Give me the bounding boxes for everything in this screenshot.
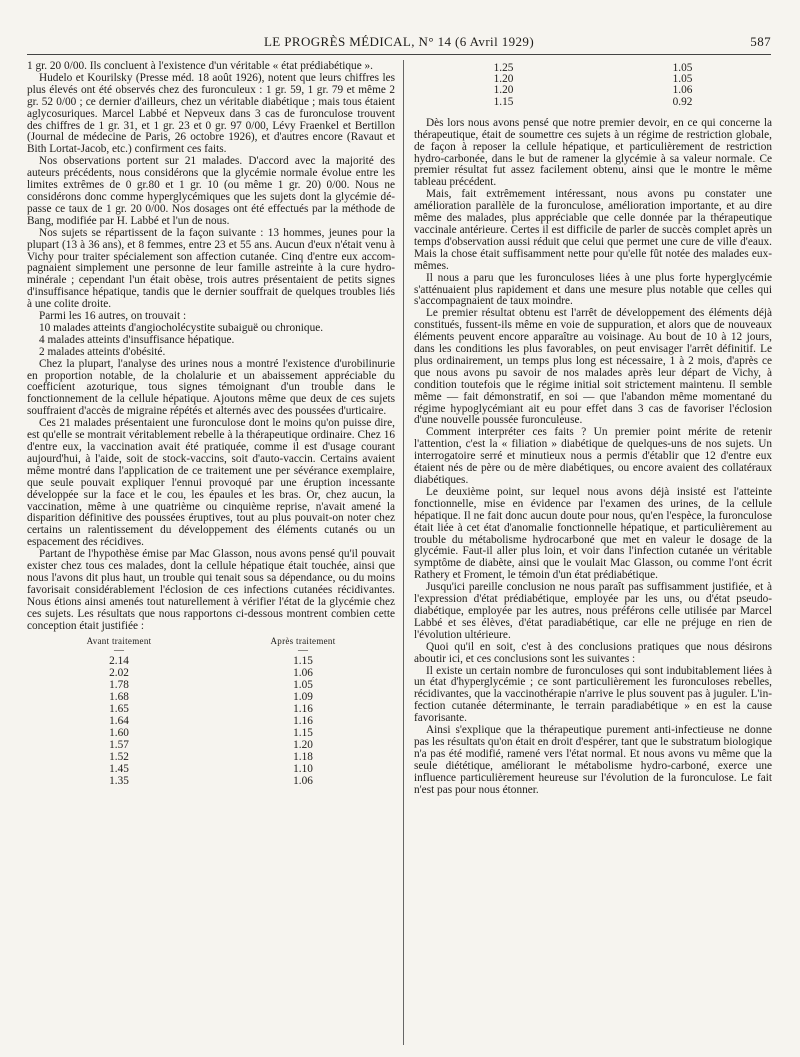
table-cell-after: 1.16 (293, 703, 313, 716)
table-row (27, 691, 395, 703)
glycemia-table (27, 636, 395, 788)
table-cell-after: 1.05 (672, 62, 693, 74)
column-header-after: Après traitement (270, 635, 336, 646)
table-row (27, 715, 395, 727)
table-header (27, 636, 395, 648)
dash-after: — (298, 645, 308, 657)
dash-before: — (114, 645, 124, 657)
paragraph: Ces 21 malades présentaient une furonculose dont le moins qu'on puisse dire, est qu'elle se montrait véritablement rebelle à la thérapeutique ordinaire. Chez 16 d'entre eux, la vaccination avait été pratiquée, comme il est d'usage courant aujourd'hui, à l'aide, soit de stock-vaccins, soit d'auto-vaccin. Certains avaient même montré dans l'application de ce traitement une per sévérance exemplaire, que seule pouvait expliquer l'ennui provoqué par une éruption incessante développée sur la face et le cou, les épaules et les bras. Or, chez aucun, la vaccination, même à une quatrième ou cinquième reprise, n'avait amené la disparition définitive des poussées éruptives, tout au plus pouvait-on noter chez certains un ralentissement du développement des éléments cutanés ou un espacement des récidives. (27, 417, 395, 549)
table-cell-before: 1.68 (109, 691, 129, 704)
table-cell-after: 1.10 (293, 763, 313, 776)
glycemia-table-continued (414, 63, 772, 108)
column-divider (403, 60, 404, 1045)
table-cell-before: 1.78 (109, 679, 129, 692)
paragraph: Dès lors nous avons pensé que notre premier devoir, en ce qui concerne la thérapeutique, était de soumettre ces sujets à un régime de restriction globale, de façon à reposer la cellule hépatique, et particulièrement de restriction hydro-carbonée, dans le but de ramener la glycémie à sa valeur normale. Ce premier résultat fut assez facilement obtenu, ainsi que le montre le même tableau précédent. (414, 116, 772, 189)
table-cell-after: 1.05 (293, 679, 313, 692)
table-cell-after: 1.09 (293, 691, 313, 704)
paragraph: Mais, fait extrêmement intéressant, nous avons pu constater une amélioration parallèle de la furonculose, amélioration importante, et au dire même des malades, plus appréciable que celle donnée par la thérapeutique vaccinale antérieure. Certes il est difficile de parler de succès complet après un temps d'observation aussi réduit que celui que permet une cure de ville d'eaux. Mais la chose était suffisamment nette pour qu'elle fût notée des malades eux-mêmes. (414, 188, 772, 272)
table-row (414, 97, 772, 108)
list-item: 2 malades atteints d'obésité. (39, 345, 166, 358)
table-cell-before: 1.57 (109, 739, 129, 752)
table-row (27, 739, 395, 751)
paragraph: Comment interpréter ces faits ? Un premier point mérite de retenir l'attention, c'est la « filiation » diabétique de quelques-uns de nos sujets. Un interrogatoire serré et minutieux nous a permis d'établir que 12 d'entre eux étaient nés de père ou de mère diabétiques, ou encore avaient des collatéraux diabétiques. (414, 426, 772, 486)
table-row (27, 703, 395, 715)
paragraph: Il nous a paru que les furonculoses liées à une plus forte hyperglycémie s'atténuaient plus rapidement et dans une mesure plus notable que celles qui s'accompagnaient de taux moindre. (414, 271, 772, 308)
table-cell-after: 1.20 (293, 739, 313, 752)
page-number: 587 (750, 34, 771, 49)
paragraph: Parmi les 16 autres, on trouvait : (39, 310, 187, 323)
table-cell-before: 1.60 (109, 727, 129, 740)
table-cell-after: 1.15 (293, 727, 313, 740)
table-row (414, 85, 772, 96)
table-row (27, 667, 395, 679)
paragraph: Jusqu'ici pareille conclusion ne nous paraît pas suffisamment justifiée, et à l'expression d'état prédiabétique, employée par les uns, ou d'état pseudo-diabétique, employée par les autres, nous préférons celle utilisée par Marcel Labbé et ses élèves, d'état paradiabétique, car elle ne préjuge en rien de l'évolution ultérieure. (414, 581, 772, 641)
paragraph: Chez la plupart, l'analyse des urines nous a montré l'existence d'urobilinurie en proportion notable, de la cholalurie et un abaissement appréciable du coefficient azoturique, tous signes témoignant d'un trouble dans le fonctionnement de la cellule hépatique. Ajoutons même que deux de ces sujets souffraient d'accès de migraine répétés et alternés avec des poussées d'urticaire. (27, 357, 395, 418)
running-header (27, 34, 771, 52)
table-cell-after: 1.05 (672, 73, 693, 86)
table-row (27, 727, 395, 739)
table-row (414, 63, 772, 74)
paragraph: Ainsi s'explique que la thérapeutique purement anti-infectieuse ne donne pas les résultats qu'on était en droit d'espérer, tant que le substratum biologique n'a pas été modifié, ramené vers l'état normal. Et nous avons vu même que la seule diététique, améliorant le métabolisme hydro-carboné, exerce une influence particulièrement heureuse sur l'évolution de la furonculose. Le fait n'est pas pour nous étonner. (414, 724, 772, 796)
table-cell-after: 0.92 (672, 95, 693, 108)
table-cell-after: 1.16 (293, 715, 313, 728)
right-column (414, 63, 772, 796)
paragraph: Quoi qu'il en soit, c'est à des conclusions pratiques que nous désirons aboutir ici, et ces conclusions sont les suivantes : (414, 640, 772, 665)
table-cell-before: 1.52 (109, 751, 129, 764)
paragraph: Il existe un certain nombre de furonculoses qui sont indubitablement liées à un état d'hyperglycémie ; ce sont particulièrement les furonculoses rebelles, récidivantes, que la vaccinothérapie n'arrive le plus souvent pas à juguler. L'infection cutanée déterminante, le terrain paradiabétique » en est la cause favorisante. (414, 664, 772, 725)
paragraph: Nos observations portent sur 21 malades. D'accord avec la majorité des auteurs précédents, nous considérons que la glycémie normale évolue entre les limites extrêmes de 0 gr.80 et 1 gr. 10 (ou même 1 gr. 20) 0/00. Nous ne considérons donc comme hyperglycémiques que les sujets dont la glycémie dépasse ce taux de 1 gr. 20 0/00. Nos dosages ont été effectués par la méthode de Bang, modifiée par H. Labbé et l'un de nous. (27, 155, 395, 227)
table-cell-before: 1.35 (109, 775, 129, 788)
paragraph: Hudelo et Kourilsky (Presse méd. 18 août 1926), notent que leurs chiffres les plus élevés ont été observés chez des furonculeux : 1 gr. 59, 1 gr. 79 et même 2 gr. 52 0/00 ; ce dernier d'ailleurs, chez un véritable diabétique ; mais tous étaient aglycosuriques. Marcel Labbé et Nepveux dans 3 cas de furonculose trouvent des chiffres de 1 gr. 31, et 1 gr. 23 et 0 gr. 97 0/00, Lévy Fraenkel et Bertillon (Journal de médecine de Paris, 26 octobre 1926), et d'autres encore (Ravaut et Bith Lortat-Jacob, etc.) confirment ces faits. (27, 71, 395, 156)
table-cell-after: 1.18 (293, 751, 313, 764)
table-cell-before: 1.20 (493, 73, 514, 86)
table-cell-before: 2.02 (109, 667, 129, 680)
table-cell-before: 1.45 (109, 763, 129, 776)
table-cell-after: 1.15 (293, 655, 313, 668)
table-cell-after: 1.06 (293, 775, 313, 788)
header-rule (27, 54, 771, 55)
table-row (27, 763, 395, 775)
table-body (27, 655, 395, 787)
list-item: 10 malades atteints d'angiocholécystite subaiguë ou chronique. (39, 321, 324, 334)
paragraph: Nos sujets se répartissent de la façon suivante : 13 hommes, jeunes pour la plupart (13 à 36 ans), et 8 femmes, entre 23 et 55 ans. Aucun d'eux n'était venu à Vichy pour traiter spécialement son affection cutanée. Cinq d'entre eux accompagnaient simplement une personne de leur famille astreinte à la cure hydro-minérale ; cependant l'un était obèse, trois autres présentaient de petits signes d'insuffisance hépatique, tandis que le dernier souffrait de quelques troubles liés à une colite droite. (27, 226, 395, 311)
table-row (27, 775, 395, 787)
column-header-before: Avant traitement (86, 635, 152, 646)
table-cell-before: 1.20 (493, 84, 514, 97)
table-cell-before: 2.14 (109, 655, 129, 668)
paragraph: 1 gr. 20 0/00. Ils concluent à l'existence d'un véritable « état prédiabétique ». (27, 60, 374, 72)
paragraph: Le premier résultat obtenu est l'arrêt de développement des éléments déjà constitués, fussent-ils même en voie de suppuration, et alors que de nouveaux éléments peuvent encore apparaître au voisinage. Au bout de 10 à 12 jours, dans les conditions les plus favorables, on peut envisager l'arrêt définitif. Le plus ordinairement, un temps plus long est nécessaire, 1 à 2 mois, d'après ce que nous avons pu savoir de nos malades après leur départ de Vichy, à condition toutefois que le régime initial soit strictement maintenu. Il semble même — fait démonstratif, en soi — que l'abandon même momentané du régime hypoglycémiant ait eu pour effet dans 3 cas de favoriser l'éclosion d'une nouvelle poussée furonculeuse. (414, 307, 772, 427)
paragraph: Le deuxième point, sur lequel nous avons déjà insisté est l'atteinte fonctionnelle, mise en évidence par l'examen des urines, de la cellule hépatique. Il ne fait donc aucun doute pour nous, qu'en l'espèce, la furonculose était liée à cet état d'anomalie fonctionnelle hépatique, et particulièrement au trouble du métabolisme hydrocarboné que met en valeur le dosage de la glycémie. Faut-il aller plus loin, et voir dans l'infection cutanée un véritable symptôme de diabète, ainsi que le voulait Mac Glasson, ou comme l'ont écrit Rathery et Froment, le témoin d'un état prédiabétique. (414, 485, 772, 582)
table-cell-before: 1.64 (109, 715, 129, 728)
table-row (414, 74, 772, 85)
table-row (27, 655, 395, 667)
table-row (27, 679, 395, 691)
table-cell-after: 1.06 (293, 667, 313, 680)
table-dash-row (27, 647, 395, 655)
table-cell-before: 1.25 (493, 62, 514, 74)
table-cell-after: 1.06 (672, 84, 693, 97)
left-column (27, 61, 395, 787)
table-cell-before: 1.15 (493, 95, 514, 108)
table-cell-before: 1.65 (109, 703, 129, 716)
list-item: 4 malades atteints d'insuffisance hépatique. (39, 333, 235, 346)
journal-title: LE PROGRÈS MÉDICAL, N° 14 (6 Avril 1929) (263, 34, 535, 49)
table-row (27, 751, 395, 763)
paragraph: Partant de l'hypothèse émise par Mac Glasson, nous avons pensé qu'il pouvait exister chez tous ces malades, dont la cellule hépatique était touchée, ainsi que nous l'avons dit plus haut, un trouble qui tenait sous sa dépendance, ou du moins favorisait considérablement l'éclosion de ces infections cutanées récidivantes. Nous étions ainsi amenés tout naturellement à vérifier l'état de la glycémie chez ces sujets. Les résultats que nous rapportons ci-dessous montrent combien cette conception était justifiée : (27, 548, 395, 632)
